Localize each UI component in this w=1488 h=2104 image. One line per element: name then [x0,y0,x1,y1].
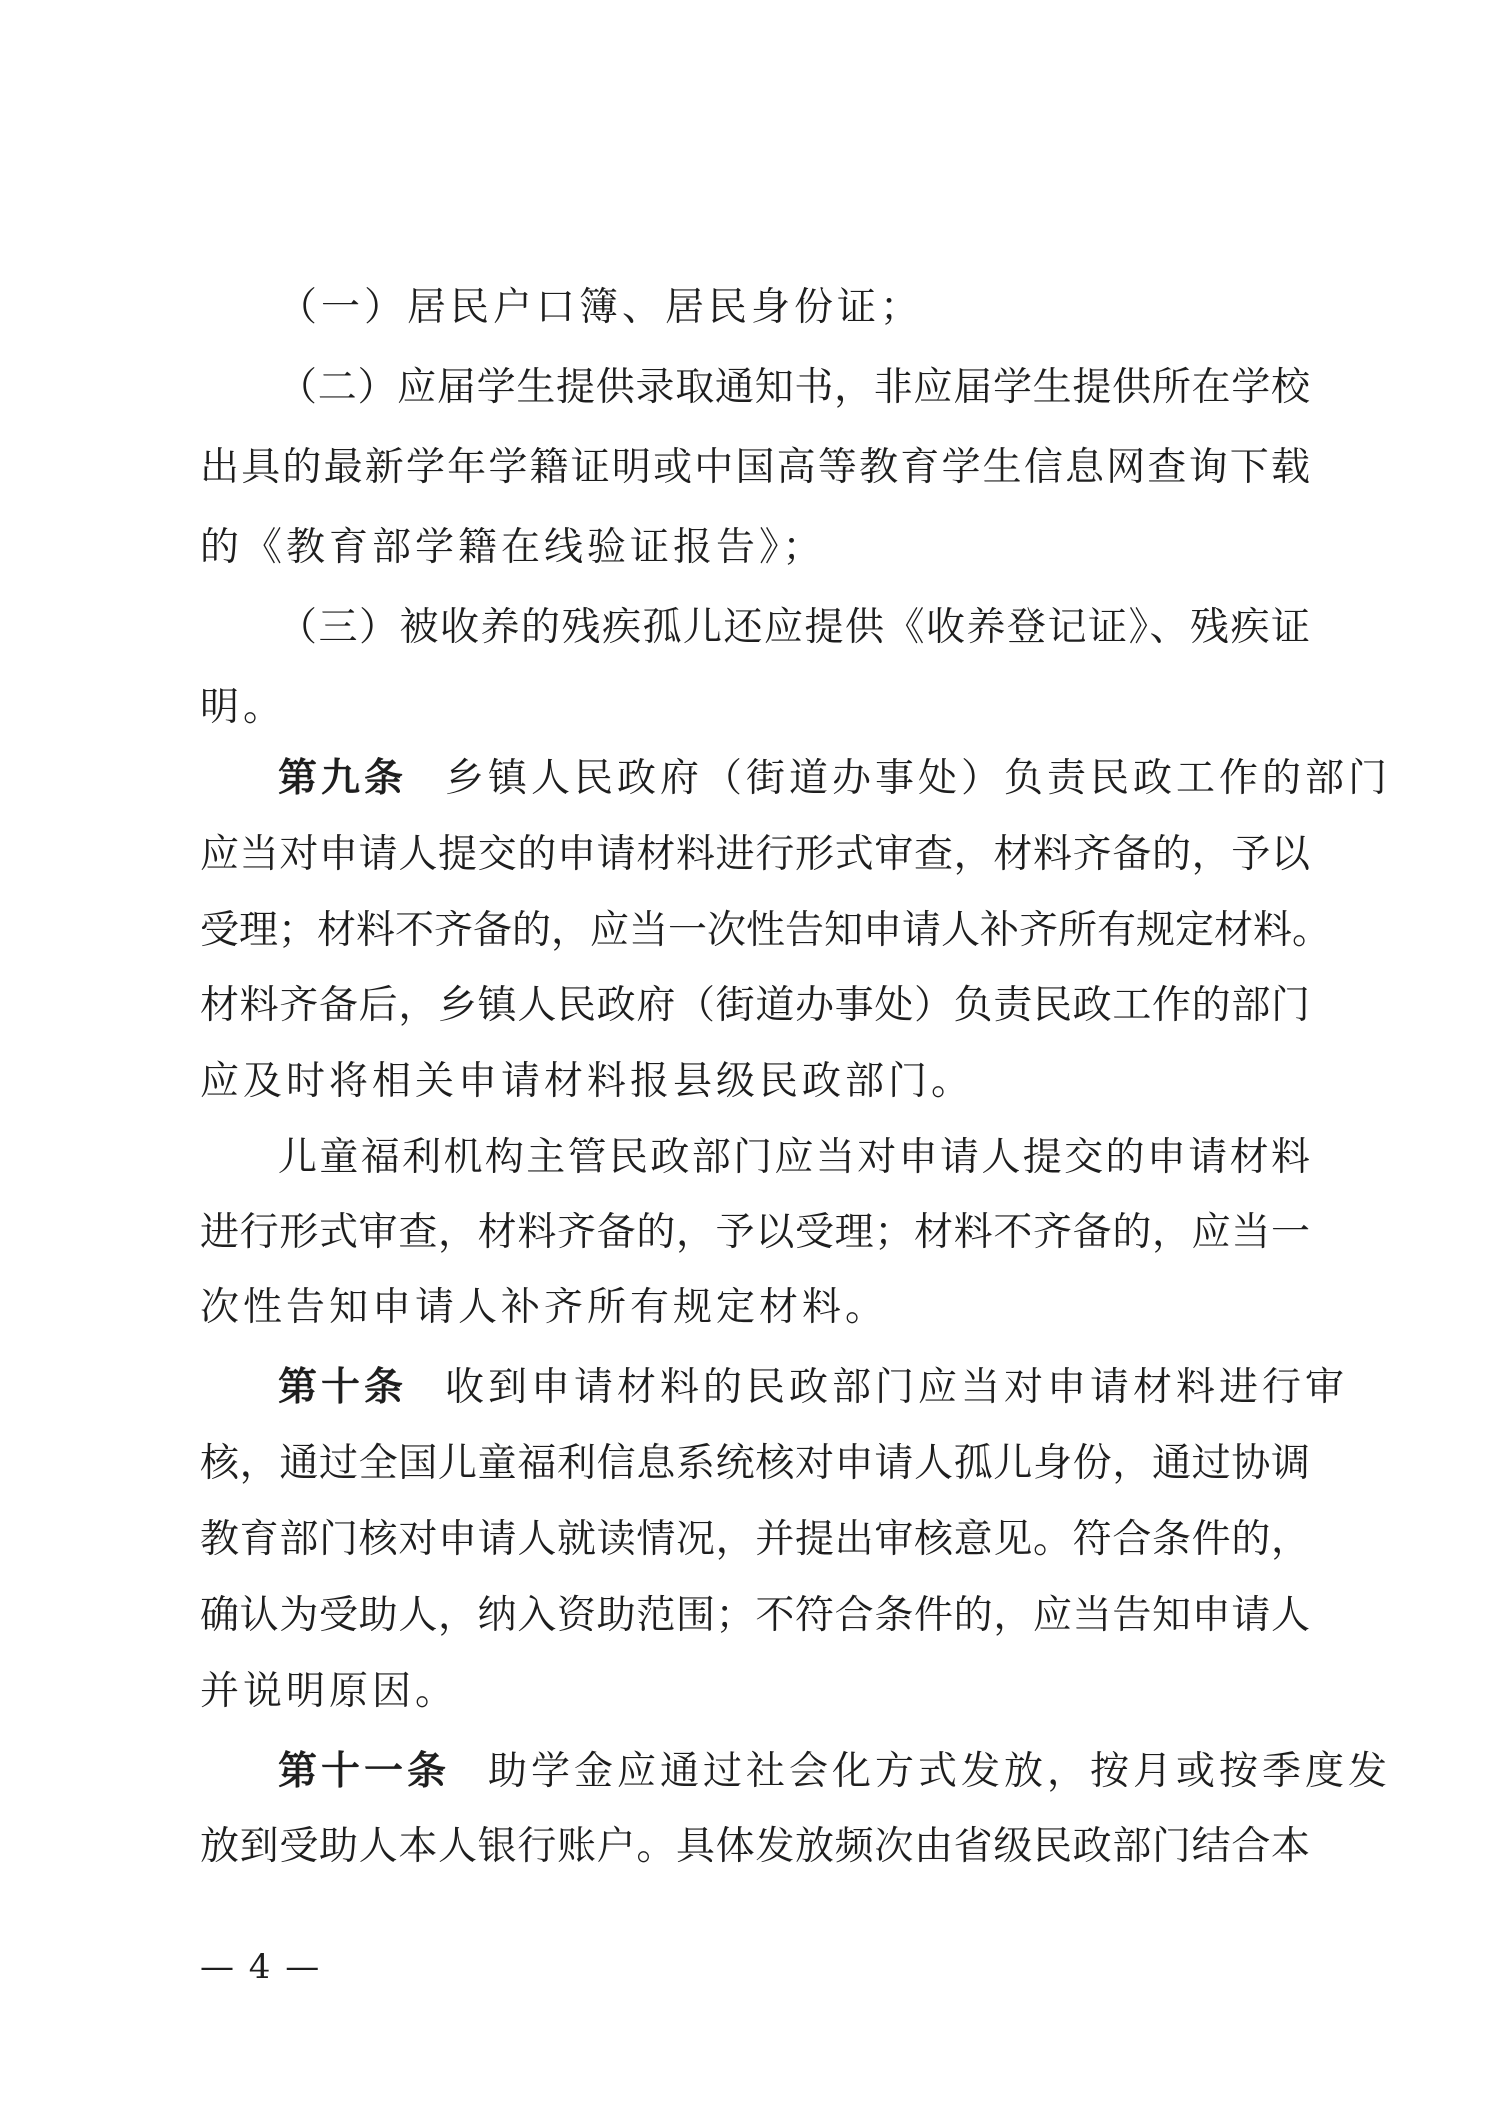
page-number: — 4 — [200,1947,322,1987]
article-9-text: 乡镇人民政府（街道办事处）负责民政工作的部门 [445,756,1392,801]
article-10-line [278,1356,1349,1418]
text-line: 应及时将相关申请材料报县级民政部门。 [200,1059,975,1104]
text-line: 材料齐备后，乡镇人民政府（街道办事处）负责民政工作的部门 [200,983,1310,1028]
text-line: 次性告知申请人补齐所有规定材料。 [200,1285,889,1330]
article-9-line [278,747,1392,809]
text-line: （一）居民户口簿、居民身份证； [278,285,924,330]
text-line: 明。 [200,685,287,730]
article-10-text: 收到申请材料的民政部门应当对申请材料进行审 [445,1365,1349,1410]
text-line: （二）应届学生提供录取通知书，非应届学生提供所在学校 [278,365,1310,410]
article-11-line [278,1740,1392,1802]
article-11-label: 第十一条 [278,1748,451,1794]
article-11-text: 助学金应通过社会化方式发放，按月或按季度发 [488,1749,1392,1794]
text-line: 并说明原因。 [200,1669,459,1714]
text-line: 进行形式审查，材料齐备的，予以受理；材料不齐备的，应当一 [200,1210,1310,1255]
text-line: 核，通过全国儿童福利信息系统核对申请人孤儿身份，通过协调 [200,1441,1310,1486]
text-line: （三）被收养的残疾孤儿还应提供《收养登记证》、残疾证 [278,605,1310,650]
text-line: 的《教育部学籍在线验证报告》； [200,525,826,570]
text-line: 儿童福利机构主管民政部门应当对申请人提交的申请材料 [278,1135,1310,1180]
text-line: 应当对申请人提交的申请材料进行形式审查，材料齐备的，予以 [200,832,1310,877]
text-line: 出具的最新学年学籍证明或中国高等教育学生信息网查询下载 [200,445,1310,490]
article-9-label: 第九条 [278,755,408,801]
article-10-label: 第十条 [278,1364,408,1410]
text-line: 受理；材料不齐备的，应当一次性告知申请人补齐所有规定材料。 [200,908,1332,953]
text-line: 教育部门核对申请人就读情况，并提出审核意见。符合条件的， [200,1517,1310,1562]
text-line: 放到受助人本人银行账户。具体发放频次由省级民政部门结合本 [200,1824,1310,1869]
text-line: 确认为受助人，纳入资助范围；不符合条件的，应当告知申请人 [200,1593,1310,1638]
